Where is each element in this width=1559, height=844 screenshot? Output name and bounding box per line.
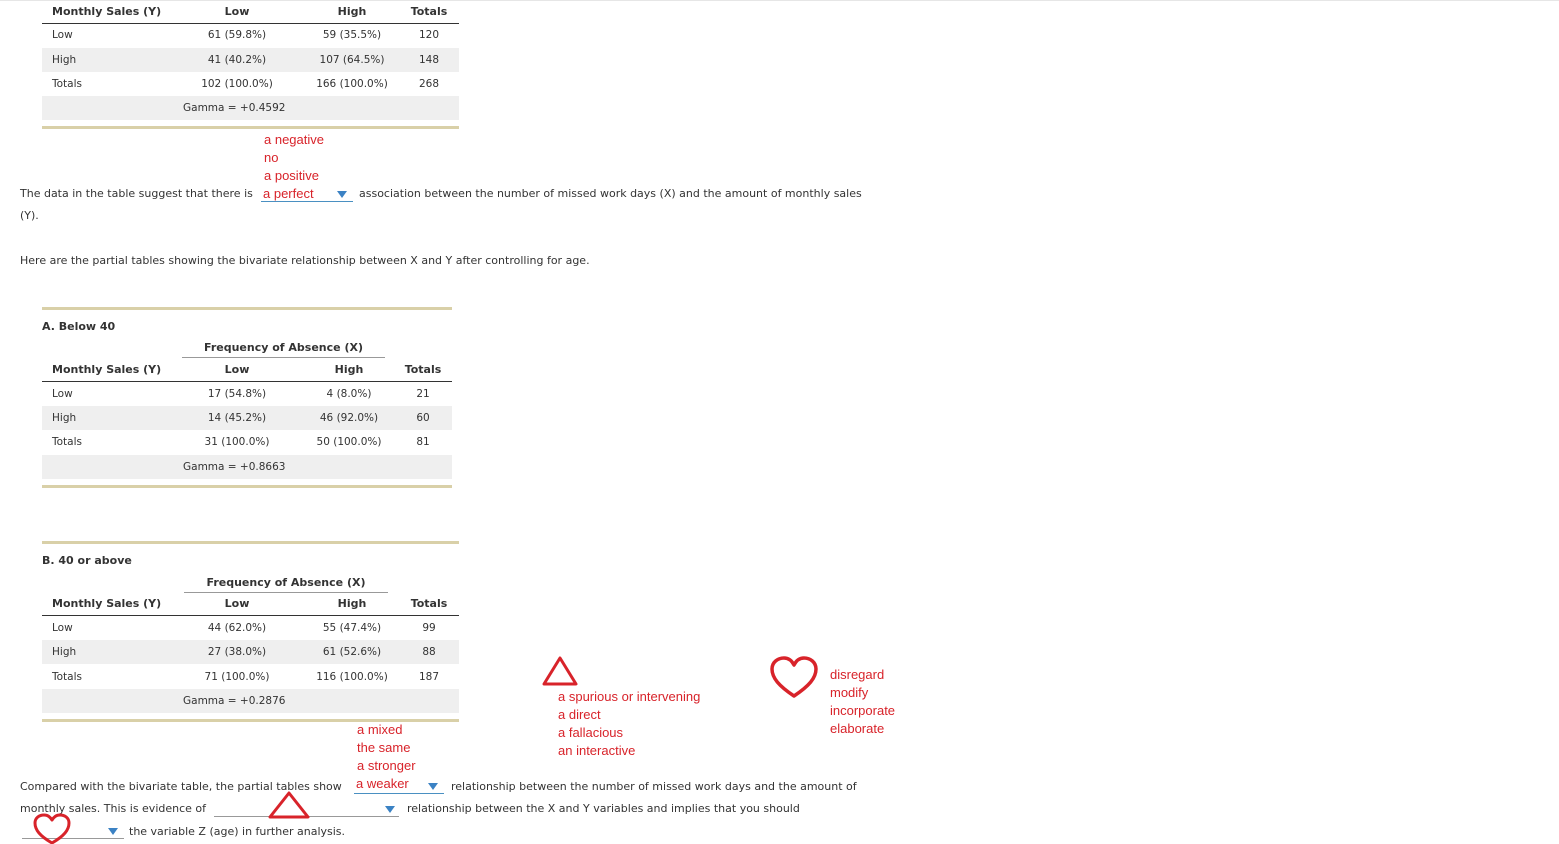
chevron-down-icon[interactable] xyxy=(385,806,395,813)
heart-marker-icon xyxy=(32,813,72,844)
table-a xyxy=(42,336,452,491)
header-totals: Totals xyxy=(410,5,448,18)
cell-high: 166 (100.0%) xyxy=(316,78,388,90)
q4-text-after: the variable Z (age) in further analysis. xyxy=(129,825,346,838)
table-row xyxy=(42,665,459,689)
q2-dropdown-value[interactable]: a weaker xyxy=(356,776,409,791)
q4-option[interactable]: disregard xyxy=(830,667,885,682)
group-header: Frequency of Absence (X) xyxy=(204,341,363,354)
q3-text-before: monthly sales. This is evidence of xyxy=(20,802,207,815)
table-b-top-rule xyxy=(42,541,459,544)
cell-high: 4 (8.0%) xyxy=(326,388,372,400)
cell-low: 71 (100.0%) xyxy=(204,671,270,683)
cell-low: 14 (45.2%) xyxy=(207,412,267,424)
chevron-down-icon[interactable] xyxy=(108,828,118,835)
gamma-row xyxy=(42,455,452,479)
gamma-value: Gamma = +0.8663 xyxy=(183,461,286,473)
table-header-row xyxy=(42,0,459,24)
q2-text-before: Compared with the bivariate table, the partial tables show xyxy=(20,780,342,793)
table-row xyxy=(42,382,452,406)
cell-total: 88 xyxy=(422,646,436,658)
q1-text-before: The data in the table suggest that there is xyxy=(20,187,253,200)
cell-high: 46 (92.0%) xyxy=(319,412,379,424)
header-monthly-sales: Monthly Sales (Y) xyxy=(52,5,162,18)
q1-dropdown[interactable] xyxy=(261,201,353,202)
header-monthly-sales: Monthly Sales (Y) xyxy=(52,363,162,376)
row-label: Low xyxy=(52,622,73,634)
header-low: Low xyxy=(224,363,250,376)
cell-high: 116 (100.0%) xyxy=(316,671,388,683)
table-b xyxy=(42,571,459,726)
chevron-down-icon[interactable] xyxy=(428,783,438,790)
table-header-row xyxy=(42,358,452,382)
cell-low: 102 (100.0%) xyxy=(201,78,273,90)
table-a-top-rule xyxy=(42,307,452,310)
table-header-row xyxy=(42,592,459,616)
partial-intro: Here are the partial tables showing the bivariate relationship between X and Y after controlling for age. xyxy=(20,254,590,267)
q1-text-after: association between the number of missed work days (X) and the amount of monthly sales xyxy=(359,187,862,200)
q2-option[interactable]: the same xyxy=(357,740,411,755)
row-label: High xyxy=(52,412,77,424)
row-label: High xyxy=(52,54,77,66)
gamma-row xyxy=(42,689,459,713)
heart-marker-icon xyxy=(769,656,819,700)
gamma-value: Gamma = +0.4592 xyxy=(183,102,286,114)
q1-text-wrap: (Y). xyxy=(20,209,39,222)
cell-high: 61 (52.6%) xyxy=(322,646,382,658)
row-label: Totals xyxy=(52,78,82,90)
row-label: Low xyxy=(52,29,73,41)
q2-option[interactable]: a mixed xyxy=(357,722,403,737)
row-label: High xyxy=(52,646,77,658)
bivariate-table xyxy=(42,0,459,130)
q3-text-after: relationship between the X and Y variables and implies that you should xyxy=(407,802,800,815)
table-row xyxy=(42,406,452,430)
q1-option[interactable]: no xyxy=(264,150,279,165)
q4-option[interactable]: elaborate xyxy=(830,721,885,736)
header-totals: Totals xyxy=(410,597,448,610)
header-totals: Totals xyxy=(404,363,442,376)
table-row xyxy=(42,23,459,47)
header-high: High xyxy=(334,363,364,376)
cell-total: 99 xyxy=(422,622,436,634)
row-label: Low xyxy=(52,388,73,400)
q3-option[interactable]: a direct xyxy=(558,707,601,722)
header-low: Low xyxy=(224,597,250,610)
gamma-row xyxy=(42,96,459,120)
table-row xyxy=(42,48,459,72)
table-a-title: A. Below 40 xyxy=(42,320,116,333)
header-high: High xyxy=(337,597,367,610)
cell-total: 120 xyxy=(418,29,440,41)
table-row xyxy=(42,72,459,96)
cell-high: 107 (64.5%) xyxy=(319,54,385,66)
cell-low: 31 (100.0%) xyxy=(204,436,270,448)
table-row xyxy=(42,640,459,664)
table-row xyxy=(42,616,459,640)
gamma-value: Gamma = +0.2876 xyxy=(183,695,286,707)
q4-option[interactable]: modify xyxy=(830,685,869,700)
cell-low: 41 (40.2%) xyxy=(207,54,267,66)
cell-low: 61 (59.8%) xyxy=(207,29,267,41)
q2-text-after: relationship between the number of missed work days and the amount of xyxy=(451,780,857,793)
row-label: Totals xyxy=(52,436,82,448)
q4-option[interactable]: incorporate xyxy=(830,703,896,718)
chevron-down-icon[interactable] xyxy=(337,191,347,198)
triangle-marker-icon xyxy=(541,655,579,687)
q3-option[interactable]: an interactive xyxy=(558,743,636,758)
header-low: Low xyxy=(224,5,250,18)
group-header: Frequency of Absence (X) xyxy=(206,576,366,589)
q1-dropdown-value[interactable]: a perfect xyxy=(263,186,314,201)
cell-total: 187 xyxy=(418,671,440,683)
row-label: Totals xyxy=(52,671,82,683)
q1-option[interactable]: a negative xyxy=(264,132,324,147)
header-high: High xyxy=(337,5,367,18)
cell-total: 268 xyxy=(418,78,440,90)
cell-total: 81 xyxy=(416,436,430,448)
header-monthly-sales: Monthly Sales (Y) xyxy=(52,597,162,610)
cell-high: 55 (47.4%) xyxy=(322,622,382,634)
cell-total: 21 xyxy=(416,388,430,400)
cell-total: 148 xyxy=(418,54,440,66)
cell-high: 50 (100.0%) xyxy=(316,436,382,448)
table-bottom-rule xyxy=(42,485,452,488)
cell-low: 17 (54.8%) xyxy=(207,388,267,400)
cell-high: 59 (35.5%) xyxy=(322,29,382,41)
q3-option[interactable]: a fallacious xyxy=(558,725,624,740)
triangle-marker-icon xyxy=(266,790,312,820)
table-row xyxy=(42,430,452,454)
cell-low: 27 (38.0%) xyxy=(207,646,267,658)
q2-dropdown[interactable] xyxy=(354,793,444,794)
q1-option[interactable]: a positive xyxy=(264,168,319,183)
cell-low: 44 (62.0%) xyxy=(207,622,267,634)
table-b-title: B. 40 or above xyxy=(42,554,132,567)
table-bottom-rule xyxy=(42,126,459,129)
q3-option[interactable]: a spurious or intervening xyxy=(558,689,701,704)
q2-option[interactable]: a stronger xyxy=(357,758,416,773)
cell-total: 60 xyxy=(416,412,430,424)
